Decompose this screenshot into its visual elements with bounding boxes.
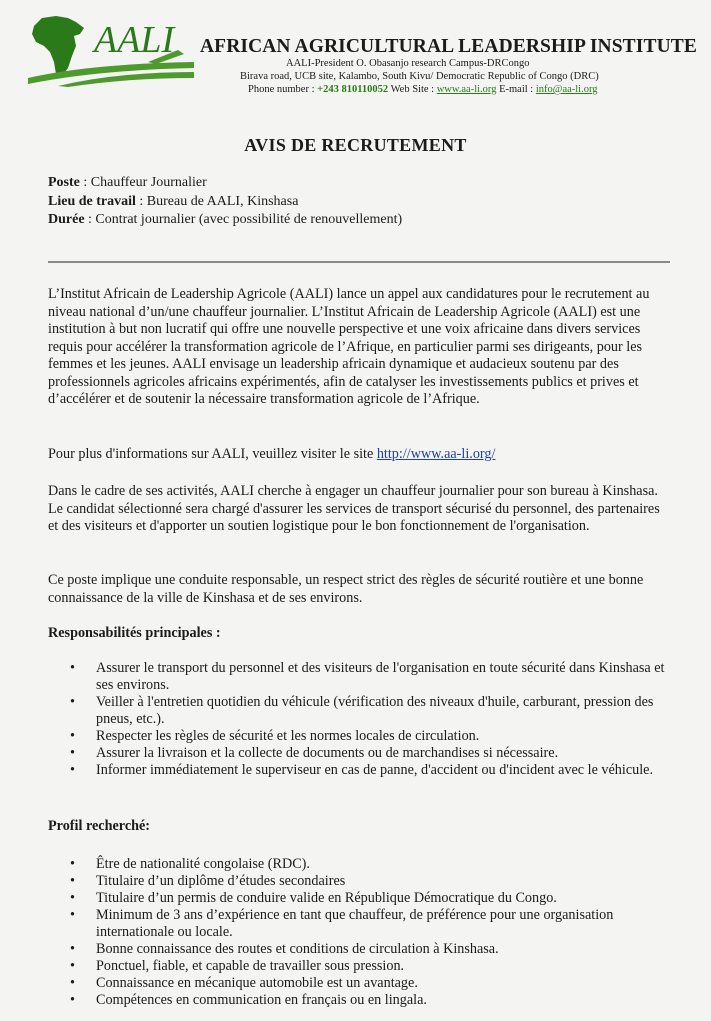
duree-row — [48, 211, 402, 230]
aali-website-link[interactable]: http://www.aa-li.org/ — [376, 446, 496, 462]
website-link[interactable]: www.aa-li.org — [436, 84, 497, 95]
email-link[interactable]: info@aa-li.org — [535, 84, 598, 95]
duree-label: Durée — [48, 212, 85, 227]
list-item: • Titulaire d’un permis de conduire valide en République Démocratique du Congo. — [70, 890, 557, 906]
list-item: • Bonne connaissance des routes et conditions de circulation à Kinshasa. — [70, 941, 499, 957]
list-item: • Être de nationalité congolaise (RDC). — [70, 856, 310, 872]
requirements-paragraph: Ce poste implique une conduite responsable, un respect strict des règles de sécurité routière et une bonne connaissance de la ville de Kinshasa et de ses environs. — [48, 572, 644, 606]
header-campus-line: AALI-President O. Obasanjo research Campus-DRCongo — [286, 58, 530, 69]
intro-paragraph: L’Institut Africain de Leadership Agricole (AALI) lance un appel aux candidatures pour le recrutement au niveau national d’un/une chauffeur journalier. L’Institut Africain de Leadership Agricole (AALI) est une institution à but non lucratif qui offre une nouvelle perspective et une voix africaine dans divers services requis pour accélérer la transformation agricole de l’Afrique, en particulier parmi ses dirigeants, pour les femmes et les jeunes. AALI envisage un leadership africain dynamique et audacieux soutenu par des professionnels agricoles africains expérimentés, afin de catalyser les investissements publics et prives et d’accélérer et de soutenir la nécessaire transformation agricole de l’Afrique. — [48, 286, 650, 407]
section-divider — [48, 261, 670, 263]
list-item: • Titulaire d’un diplôme d’études secondaires — [70, 873, 346, 889]
poste-label: Poste — [48, 175, 80, 190]
phone-label: Phone number : — [248, 84, 318, 95]
list-item: • Assurer le transport du personnel et des visiteurs de l'organisation en toute sécurité dans Kinshasa et ses environs. — [70, 660, 665, 693]
bullet-icon: • — [70, 941, 75, 957]
header-contact-line — [248, 84, 598, 95]
context-paragraph: Dans le cadre de ses activités, AALI cherche à engager un chauffeur journalier pour son bureau à Kinshasa. Le candidat sélectionné sera chargé d'assurer les services de transport sécurisé du personnel, des partenaires et des visiteurs et d'apporter un soutien logistique pour le bon fonctionnement de l'organisation. — [48, 483, 660, 534]
lieu-row — [48, 193, 402, 212]
bullet-icon: • — [70, 694, 75, 710]
aali-logo — [28, 12, 198, 87]
lieu-label: Lieu de travail — [48, 193, 136, 209]
profile-list — [70, 856, 670, 1009]
bullet-icon: • — [70, 992, 75, 1008]
poste-row — [48, 174, 402, 193]
bullet-icon: • — [70, 745, 75, 761]
bullet-icon: • — [70, 907, 75, 923]
bullet-icon: • — [70, 762, 75, 778]
bullet-icon: • — [70, 975, 75, 991]
profile-heading: Profil recherché: — [48, 818, 151, 834]
list-item: • Minimum de 3 ans d’expérience en tant que chauffeur, de préférence pour une organisation internationale ou locale. — [70, 907, 614, 940]
list-item: • Respecter les règles de sécurité et les normes locales de circulation. — [70, 728, 480, 744]
bullet-icon: • — [70, 728, 75, 744]
header-address-line: Birava road, UCB site, Kalambo, South Kivu/ Democratic Republic of Congo (DRC) — [240, 71, 599, 82]
list-item: • Veiller à l'entretien quotidien du véhicule (vérification des niveaux d'huile, carburant, pression des pneus, etc.). — [70, 694, 654, 727]
page-title: AVIS DE RECRUTEMENT — [244, 135, 467, 155]
list-item: • Compétences en communication en français ou en lingala. — [70, 992, 427, 1008]
responsibilities-heading: Responsabilités principales : — [48, 625, 221, 641]
list-item: • Informer immédiatement le superviseur en cas de panne, d'accident ou d'incident avec le véhicule. — [70, 762, 654, 778]
bullet-icon: • — [70, 873, 75, 889]
logo-text: AALI — [94, 19, 175, 61]
website-label: Web Site : — [390, 84, 437, 95]
job-details — [48, 174, 402, 230]
poste-value: : Chauffeur Journalier — [79, 175, 207, 190]
africa-map-icon — [32, 16, 84, 76]
duree-value: : Contrat journalier (avec possibilité de renouvellement) — [84, 212, 403, 227]
bullet-icon: • — [70, 890, 75, 906]
letterhead — [28, 12, 698, 102]
list-item: • Assurer la livraison et la collecte de documents ou de marchandises si nécessaire. — [70, 745, 559, 761]
bullet-icon: • — [70, 856, 75, 872]
info-text: Pour plus d'informations sur AALI, veuillez visiter le site — [48, 446, 377, 462]
email-label: E-mail : — [499, 84, 536, 95]
list-item: • Connaissance en mécanique automobile est un avantage. — [70, 975, 418, 991]
responsibilities-list — [70, 660, 670, 779]
list-item: • Ponctuel, fiable, et capable de travailler sous pression. — [70, 958, 405, 974]
bullet-icon: • — [70, 660, 75, 676]
lieu-value: : Bureau de AALI, Kinshasa — [135, 193, 299, 209]
phone-number: +243 810110052 — [317, 84, 389, 95]
organization-name: AFRICAN AGRICULTURAL LEADERSHIP INSTITUTE — [200, 36, 697, 57]
bullet-icon: • — [70, 958, 75, 974]
info-paragraph — [48, 446, 673, 464]
